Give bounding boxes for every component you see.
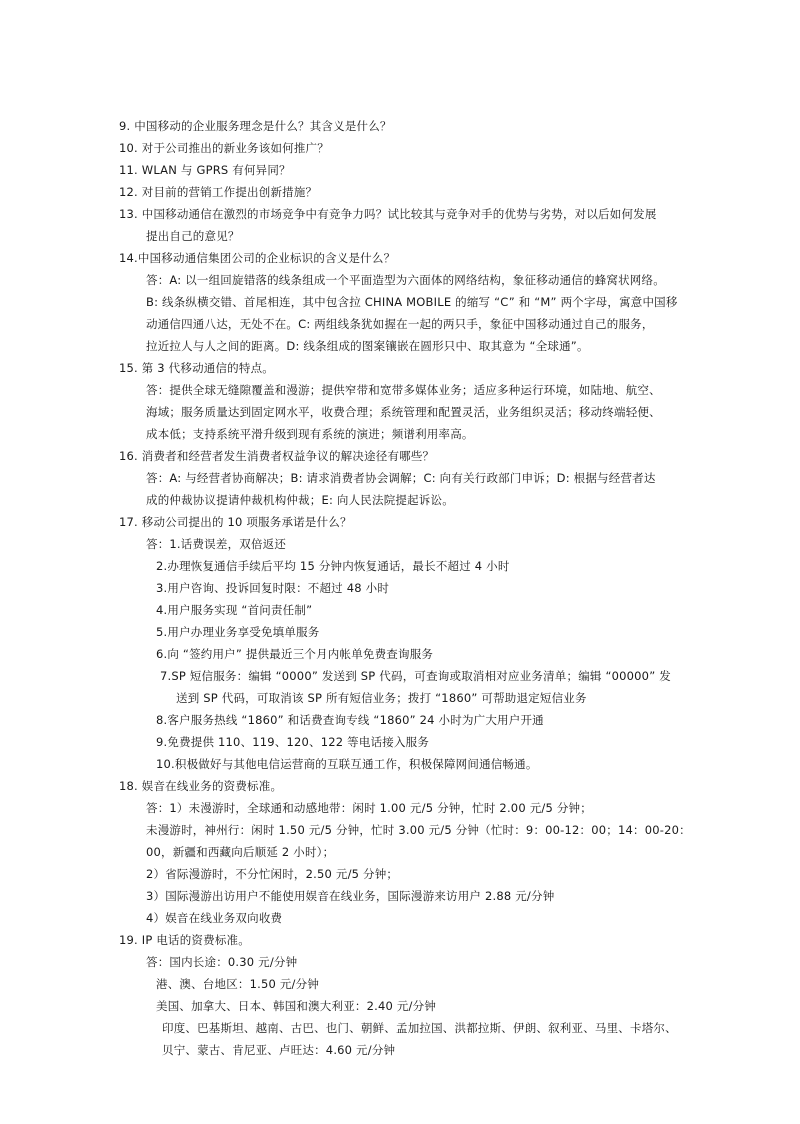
question-16: 16. 消费者和经营者发生消费者权益争议的解决途径有哪些？ — [119, 449, 435, 463]
question-17: 17. 移动公司提出的 10 项服务承诺是什么？ — [119, 515, 352, 529]
answer-18-line3: 00，新疆和西藏向后顺延 2 小时）； — [146, 845, 335, 859]
answer-14-line2: B: 线条纵横交错、首尾相连，其中包含拉 CHINA MOBILE 的缩写 “C” 和 “M” 两个字母，寓意中国移 — [146, 295, 678, 309]
answer-18-line5: 3）国际漫游出访用户不能使用娱音在线业务，国际漫游来访用户 2.88 元/分钟 — [146, 889, 555, 903]
answer-19-line4: 印度、巴基斯坦、越南、古巴、也门、朝鲜、孟加拉国、洪都拉斯、伊朗、叙利亚、马里、卡塔尔、 — [162, 1021, 677, 1035]
question-19: 19. IP 电话的资费标准。 — [119, 933, 250, 947]
answer-17-item5: 5.用户办理业务享受免填单服务 — [156, 625, 320, 639]
answer-14-line1: 答：A: 以一组回旋错落的线条组成一个平面造型为六面体的网络结构，象征移动通信的蜂窝状网络。 — [146, 273, 665, 287]
answer-16-line2: 成的仲裁协议提请仲裁机构仲裁；E: 向人民法院提起诉讼。 — [146, 493, 454, 507]
answer-14-line4: 拉近拉人与人之间的距离。D: 线条组成的图案镶嵌在圆形只中、取其意为 “全球通”。 — [146, 339, 589, 353]
answer-17-item8: 8.客户服务热线 “1860” 和话费查询专线 “1860” 24 小时为广大用户开通 — [156, 713, 544, 727]
answer-18-line4: 2）省际漫游时，不分忙闲时，2.50 元/5 分钟； — [146, 867, 399, 881]
question-13-line2: 提出自己的意见？ — [146, 229, 240, 243]
question-11: 11. WLAN 与 GPRS 有何异同？ — [119, 163, 291, 177]
answer-19-line5: 贝宁、蒙古、肯尼亚、卢旺达：4.60 元/分钟 — [162, 1043, 396, 1057]
question-9: 9. 中国移动的企业服务理念是什么？其含义是什么？ — [119, 119, 392, 133]
answer-17-item7-line1: 7.SP 短信服务：编辑 “0000” 发送到 SP 代码，可查询或取消相对应业务清单；编辑 “00000” 发 — [160, 669, 671, 683]
answer-17-item1: 答：1.话费误差，双倍返还 — [146, 537, 287, 551]
answer-16-line1: 答：A: 与经营者协商解决；B: 请求消费者协会调解；C: 向有关行政部门申诉；D: 根据与经营者达 — [146, 471, 656, 485]
answer-15-line1: 答：提供全球无缝隙覆盖和漫游；提供窄带和宽带多媒体业务；适应多种运行环境，如陆地、航空、 — [146, 383, 661, 397]
answer-17-item2: 2.办理恢复通信手续后平均 15 分钟内恢复通话，最长不超过 4 小时 — [156, 559, 510, 573]
answer-15-line2: 海域；服务质量达到固定网水平，收费合理；系统管理和配置灵活，业务组织灵活；移动终端轻便、 — [146, 405, 661, 419]
question-15: 15. 第 3 代移动通信的特点。 — [119, 361, 274, 375]
answer-17-item3: 3.用户咨询、投诉回复时限：不超过 48 小时 — [156, 581, 390, 595]
answer-17-item6: 6.向 “签约用户” 提供最近三个月内帐单免费查询服务 — [156, 647, 434, 661]
answer-15-line3: 成本低；支持系统平滑升级到现有系统的演进；频谱利用率高。 — [146, 427, 474, 441]
answer-18-line1: 答：1）未漫游时，全球通和动感地带：闲时 1.00 元/5 分钟，忙时 2.00 元/5 分钟； — [146, 801, 592, 815]
answer-19-line2: 港、澳、台地区：1.50 元/分钟 — [156, 977, 320, 991]
answer-18-line2: 未漫游时，神州行：闲时 1.50 元/5 分钟，忙时 3.00 元/5 分钟（忙时：9：00-12：00；14：00-20： — [146, 823, 691, 837]
question-14: 14.中国移动通信集团公司的企业标识的含义是什么？ — [119, 251, 396, 265]
question-12: 12. 对目前的营销工作提出创新措施？ — [119, 185, 318, 199]
answer-17-item10: 10.积极做好与其他电信运营商的互联互通工作，积极保障网间通信畅通。 — [156, 757, 538, 771]
question-18: 18. 娱音在线业务的资费标准。 — [119, 779, 283, 793]
answer-17-item7-line2: 送到 SP 代码，可取消该 SP 所有短信业务；拨打 “1860” 可帮助退定短信业务 — [176, 691, 587, 705]
question-10: 10. 对于公司推出的新业务该如何推广？ — [119, 141, 329, 155]
question-13-line1: 13. 中国移动通信在激烈的市场竞争中有竞争力吗？试比较其与竞争对手的优势与劣势，对以后如何发展 — [119, 207, 657, 221]
answer-18-line6: 4）娱音在线业务双向收费 — [146, 911, 283, 925]
answer-14-line3: 动通信四通八达，无处不在。C: 两组线条犹如握在一起的两只手，象征中国移动通过自己的服务， — [146, 317, 654, 331]
answer-17-item4: 4.用户服务实现 “首问责任制” — [156, 603, 313, 617]
answer-17-item9: 9.免费提供 110、119、120、122 等电话接入服务 — [156, 735, 430, 749]
answer-19-line3: 美国、加拿大、日本、韩国和澳大利亚：2.40 元/分钟 — [156, 999, 437, 1013]
answer-19-line1: 答：国内长途：0.30 元/分钟 — [146, 955, 298, 969]
